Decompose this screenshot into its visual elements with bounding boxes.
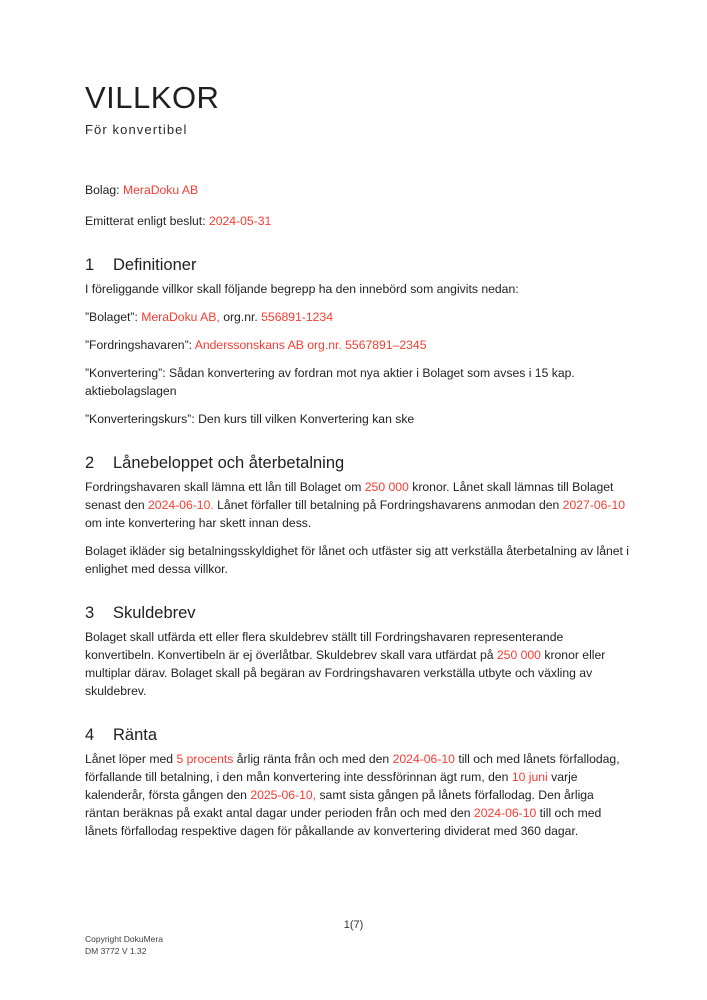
- section-1-number: 1: [85, 255, 95, 274]
- paragraph: Bolaget skall utfärda ett eller flera skuldebrev ställt till Fordringshavaren representerande konvertibeln. Konvertibeln är ej överlåtbar. Skuldebrev skall vara utfärdat på 250 000 kronor eller multiplar därav. Bolaget skall på begäran av Fordringshavaren verkställa utbyte och växling av skuldebrev.: [85, 629, 606, 698]
- paragraph: Bolaget ikläder sig betalningsskyldighet för lånet och utfäster sig att verkställa återbetalning av lånet i enlighet med dessa villkor.: [85, 543, 630, 576]
- meta-block: [85, 181, 629, 230]
- paragraph: ”Fordringshavaren”: Anderssonskans AB org.nr. 5567891–2345: [85, 337, 427, 352]
- section-3-heading: [85, 602, 629, 624]
- footer-copyright: [85, 934, 163, 957]
- section-4-heading: [85, 724, 629, 746]
- section-2-heading-text: Lånebeloppet och återbetalning: [113, 453, 345, 472]
- section-2-number: 2: [85, 453, 95, 472]
- section-1: [85, 254, 629, 428]
- section-4-heading-text: Ränta: [113, 725, 158, 744]
- section-3-number: 3: [85, 603, 95, 622]
- paragraph: ”Konvertering”: Sådan konvertering av fordran mot nya aktier i Bolaget som avses i 15 kap. aktiebolagslagen: [85, 365, 575, 398]
- section-2-heading: [85, 452, 629, 474]
- paragraph: ”Bolaget”: MeraDoku AB, org.nr. 556891-1234: [85, 309, 333, 324]
- section-4: [85, 724, 629, 840]
- section-1-heading-text: Definitioner: [113, 255, 197, 274]
- section-1-heading: [85, 254, 629, 276]
- section-4-number: 4: [85, 725, 95, 744]
- section-2: [85, 452, 629, 578]
- footer-copyright-line2: DM 3772 V 1.32: [85, 945, 147, 956]
- meta-line-emitterat: Emitterat enligt beslut: 2024-05-31: [85, 213, 272, 228]
- paragraph: Lånet löper med 5 procents årlig ränta från och med den 2024-06-10 till och med lånets förfallodag, förfallande till betalning, i den mån konvertering inte dessförinnan ägt rum, den 10 juni varje kalenderår, första gången den 2025-06-10, samt sista gången på lånets förfallodag. Den årliga räntan beräknas på exakt antal dagar under perioden från och med den 2024-06-10 till och med lånets förfallodag respektive dagen för påkallande av konvertering dividerat med 360 dagar.: [85, 751, 620, 838]
- footer-page-number: 1(7): [343, 919, 364, 931]
- paragraph: I föreliggande villkor skall följande begrepp ha den innebörd som angivits nedan:: [85, 281, 519, 296]
- footer-copyright-line1: Copyright DokuMera: [85, 934, 163, 944]
- paragraph: Fordringshavaren skall lämna ett lån till Bolaget om 250 000 kronor. Lånet skall lämnas till Bolaget senast den 2024-06-10. Lånet förfaller till betalning på Fordringshavarens anmodan den 2027-06-10 om inte konvertering har skett innan dess.: [85, 479, 626, 530]
- section-3-heading-text: Skuldebrev: [113, 603, 196, 622]
- section-3: [85, 602, 629, 700]
- paragraph: ”Konverteringskurs”: Den kurs till vilken Konvertering kan ske: [85, 411, 415, 426]
- page-subtitle: För konvertibel: [85, 121, 188, 137]
- page-title: VILLKOR: [85, 80, 220, 115]
- meta-line-bolag: Bolag: MeraDoku AB: [85, 182, 199, 197]
- document-body: [85, 254, 629, 840]
